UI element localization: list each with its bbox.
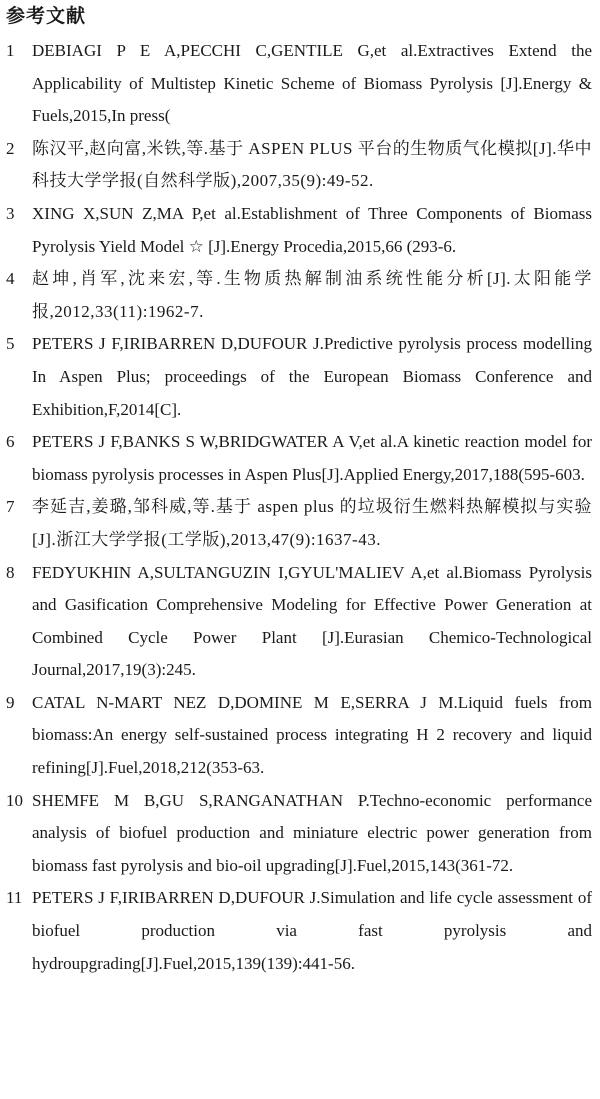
reference-text: SHEMFE M B,GU S,RANGANATHAN P.Techno-economic performance analysis of biofuel production and miniature electric power generation from biomass fast pyrolysis and bio-oil upgrading[J].Fuel,2015,143(361-72. [32, 790, 592, 875]
reference-number: 6 [6, 432, 15, 452]
reference-text: 陈汉平,赵向富,米铁,等.基于 ASPEN PLUS 平台的生物质气化模拟[J].华中科技大学学报(自然科学版),2007,35(9):49-52. [32, 138, 592, 191]
reference-list [6, 35, 592, 980]
reference-number: 9 [6, 692, 15, 712]
reference-text: CATAL N-MART NEZ D,DOMINE M E,SERRA J M.Liquid fuels from biomass:An energy self-sustained process integrating H 2 recovery and liquid refining[J].Fuel,2018,212(353-63. [32, 692, 592, 778]
reference-text: XING X,SUN Z,MA P,et al.Establishment of Three Components of Biomass Pyrolysis Yield Model ☆ [J].Energy Procedia,2015,66 (293-6. [32, 203, 592, 256]
reference-text: DEBIAGI P E A,PECCHI C,GENTILE G,et al.Extractives Extend the Applicability of Multistep Kinetic Scheme of Biomass Pyrolysis [J].Energy & Fuels,2015,In press( [32, 41, 592, 126]
references-heading: 参考文献 [6, 5, 87, 27]
reference-number: 11 [6, 888, 23, 908]
reference-number: 1 [6, 41, 15, 60]
reference-text: PETERS J F,IRIBARREN D,DUFOUR J.Predictive pyrolysis process modelling In Aspen Plus; proceedings of the European Biomass Conference and Exhibition,F,2014[C]. [32, 334, 592, 419]
reference-text: PETERS J F,IRIBARREN D,DUFOUR J.Simulation and life cycle assessment of biofuel production via fast pyrolysis and hydroupgrading[J].Fuel,2015,139(139):441-56. [32, 888, 592, 973]
reference-item [6, 882, 592, 980]
reference-number: 2 [6, 138, 15, 158]
reference-text: PETERS J F,BANKS S W,BRIDGWATER A V,et al.A kinetic reaction model for biomass pyrolysis processes in Aspen Plus[J].Applied Energy,2017,188(595-603. [32, 432, 592, 484]
reference-number: 5 [6, 334, 15, 354]
reference-number: 4 [6, 269, 15, 289]
reference-item [6, 426, 592, 491]
reference-item [6, 491, 592, 556]
reference-item [6, 687, 592, 785]
reference-item [6, 35, 592, 133]
reference-text: FEDYUKHIN A,SULTANGUZIN I,GYUL'MALIEV A,et al.Biomass Pyrolysis and Gasification Comprehensive Modeling for Effective Power Generation at Combined Cycle Power Plant [J].Eurasian Chemico-Technological Journal,2017,19(3):245. [32, 562, 592, 680]
reference-number: 7 [6, 497, 15, 517]
reference-number: 8 [6, 562, 15, 582]
reference-item [6, 198, 592, 263]
reference-number: 3 [6, 203, 15, 223]
reference-text: 赵坤,肖军,沈来宏,等.生物质热解制油系统性能分析[J].太阳能学报,2012,33(11):1962-7. [32, 269, 592, 321]
reference-item [6, 785, 592, 883]
reference-text: 李延吉,姜璐,邹科威,等.基于 aspen plus 的垃圾衍生燃料热解模拟与实验[J].浙江大学学报(工学版),2013,47(9):1637-43. [32, 497, 592, 549]
reference-number: 10 [6, 790, 23, 810]
reference-item [6, 328, 592, 426]
reference-item [6, 133, 592, 198]
reference-item [6, 263, 592, 328]
reference-item [6, 557, 592, 687]
